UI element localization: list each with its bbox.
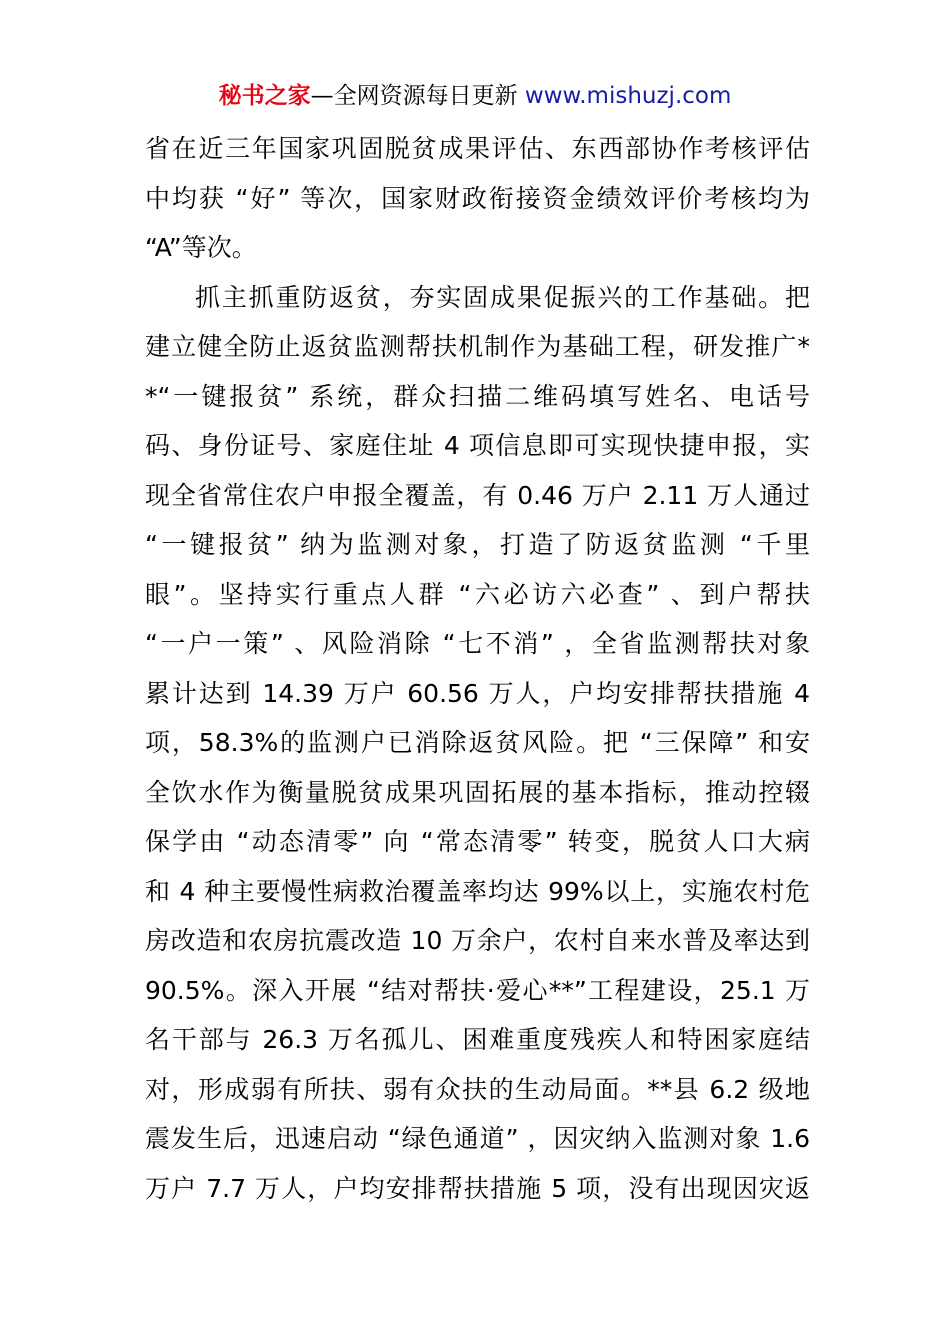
text-line: 累计达到 14.39 万户 60.56 万人，户均安排帮扶措施 4 bbox=[145, 678, 810, 708]
header-brand: 秘书之家 bbox=[218, 83, 311, 109]
page-header bbox=[0, 80, 950, 112]
header-slogan: —全网资源每日更新 bbox=[310, 83, 525, 109]
text-line: 全饮水作为衡量脱贫成果巩固拓展的基本指标，推动控辍 bbox=[145, 777, 810, 807]
header-url-link[interactable]: www.mishuzj.com bbox=[524, 83, 732, 109]
text-line: *“一键报贫” 系统，群众扫描二维码填写姓名、电话号 bbox=[145, 381, 810, 411]
text-line: 抓主抓重防返贫，夯实固成果促振兴的工作基础。把 bbox=[195, 282, 810, 312]
text-line: 建立健全防止返贫监测帮扶机制作为基础工程，研发推广* bbox=[145, 332, 810, 361]
text-line: “一户一策” 、风险消除 “七不消” ，全省监测帮扶对象 bbox=[145, 629, 810, 658]
text-line: 现全省常住农户申报全覆盖，有 0.46 万户 2.11 万人通过 bbox=[145, 480, 810, 510]
text-line: 保学由 “动态清零” 向 “常态清零” 转变，脱贫人口大病 bbox=[145, 827, 810, 856]
text-line: “一键报贫” 纳为监测对象，打造了防返贫监测 “千里 bbox=[145, 530, 810, 559]
text-line: 房改造和农房抗震改造 10 万余户，农村自来水普及率达到 bbox=[145, 926, 810, 955]
text-line: 90.5%。深入开展 “结对帮扶·爱心**”工程建设，25.1 万 bbox=[145, 975, 810, 1005]
text-line: 对，形成弱有所扶、弱有众扶的生动局面。**县 6.2 级地 bbox=[145, 1074, 810, 1104]
text-line: 震发生后，迅速启动 “绿色通道” ，因灾纳入监测对象 1.6 bbox=[145, 1124, 810, 1153]
text-line: 省在近三年国家巩固脱贫成果评估、东西部协作考核评估 bbox=[145, 134, 810, 163]
text-line: 码、身份证号、家庭住址 4 项信息即可实现快捷申报，实 bbox=[145, 431, 810, 460]
text-line: 万户 7.7 万人，户均安排帮扶措施 5 项，没有出现因灾返 bbox=[145, 1173, 810, 1203]
text-line: 中均获 “好” 等次，国家财政衔接资金绩效评价考核均为 bbox=[145, 183, 810, 213]
text-line: “A”等次。 bbox=[145, 233, 257, 262]
text-line: 眼”。坚持实行重点人群 “六必访六必查” 、到户帮扶 bbox=[145, 579, 810, 609]
text-line: 名干部与 26.3 万名孤儿、困难重度残疾人和特困家庭结 bbox=[145, 1025, 810, 1054]
text-line: 项，58.3%的监测户已消除返贫风险。把 “三保障” 和安 bbox=[145, 728, 810, 757]
document-body bbox=[145, 124, 810, 1213]
text-line: 和 4 种主要慢性病救治覆盖率均达 99%以上，实施农村危 bbox=[145, 876, 810, 906]
